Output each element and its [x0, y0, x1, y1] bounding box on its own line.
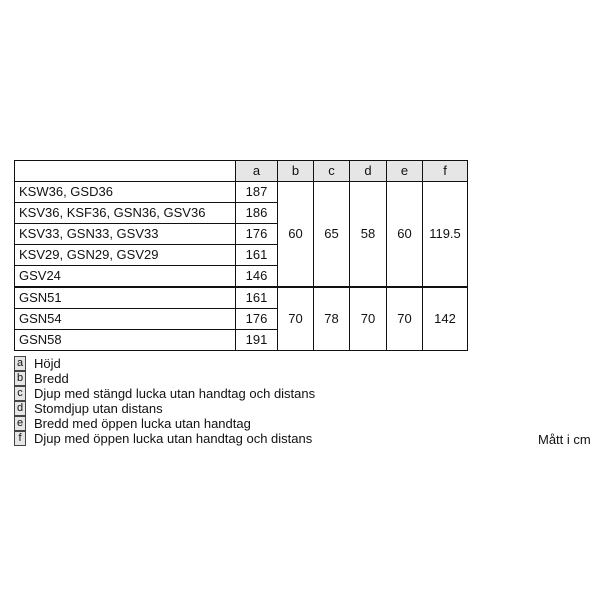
legend: [14, 356, 315, 446]
legend-key-a: a: [14, 356, 26, 371]
group1-width-open-cell: 60: [387, 182, 423, 288]
table-row: [15, 182, 468, 203]
group2-body-depth-cell: 70: [350, 287, 387, 351]
header-model-cell: [15, 161, 236, 182]
legend-item: [14, 431, 315, 446]
group1-depth-open-cell: 119.5: [423, 182, 468, 288]
height-cell: 161: [236, 245, 278, 266]
legend-key-e: e: [14, 416, 26, 431]
model-cell: KSW36, GSD36: [15, 182, 236, 203]
header-d: d: [350, 161, 387, 182]
model-cell: KSV29, GSN29, GSV29: [15, 245, 236, 266]
group2-depth-open-cell: 142: [423, 287, 468, 351]
model-cell: KSV33, GSN33, GSV33: [15, 224, 236, 245]
legend-text: Bredd: [34, 371, 69, 386]
legend-text: Bredd med öppen lucka utan handtag: [34, 416, 251, 431]
legend-key-b: b: [14, 371, 26, 386]
group1-depth-closed-cell: 65: [314, 182, 350, 288]
legend-item: [14, 401, 315, 416]
model-cell: GSN54: [15, 309, 236, 330]
legend-text: Djup med stängd lucka utan handtag och distans: [34, 386, 316, 401]
model-cell: GSN51: [15, 287, 236, 309]
group2-width-open-cell: 70: [387, 287, 423, 351]
height-cell: 161: [236, 287, 278, 309]
header-f: f: [423, 161, 468, 182]
height-cell: 176: [236, 309, 278, 330]
height-cell: 146: [236, 266, 278, 288]
height-cell: 187: [236, 182, 278, 203]
table-row: [15, 287, 468, 309]
model-cell: GSN58: [15, 330, 236, 351]
height-cell: 191: [236, 330, 278, 351]
legend-item: [14, 416, 315, 431]
dimensions-table: [14, 160, 468, 351]
legend-item: [14, 371, 315, 386]
header-a: a: [236, 161, 278, 182]
legend-key-c: c: [14, 386, 26, 401]
height-cell: 176: [236, 224, 278, 245]
legend-text: Djup med öppen lucka utan handtag och distans: [34, 431, 313, 446]
legend-text: Stomdjup utan distans: [34, 401, 163, 416]
legend-key-f: f: [14, 431, 26, 446]
group2-depth-closed-cell: 78: [314, 287, 350, 351]
model-cell: KSV36, KSF36, GSN36, GSV36: [15, 203, 236, 224]
group1-body-depth-cell: 58: [350, 182, 387, 288]
group2-width-cell: 70: [278, 287, 314, 351]
table-header-row: [15, 161, 468, 182]
header-c: c: [314, 161, 350, 182]
group1-width-cell: 60: [278, 182, 314, 288]
model-cell: GSV24: [15, 266, 236, 288]
legend-text: Höjd: [34, 356, 61, 371]
header-b: b: [278, 161, 314, 182]
legend-item: [14, 356, 315, 371]
legend-item: [14, 386, 315, 401]
height-cell: 186: [236, 203, 278, 224]
header-e: e: [387, 161, 423, 182]
legend-key-d: d: [14, 401, 26, 416]
units-note: Mått i cm: [538, 432, 591, 447]
